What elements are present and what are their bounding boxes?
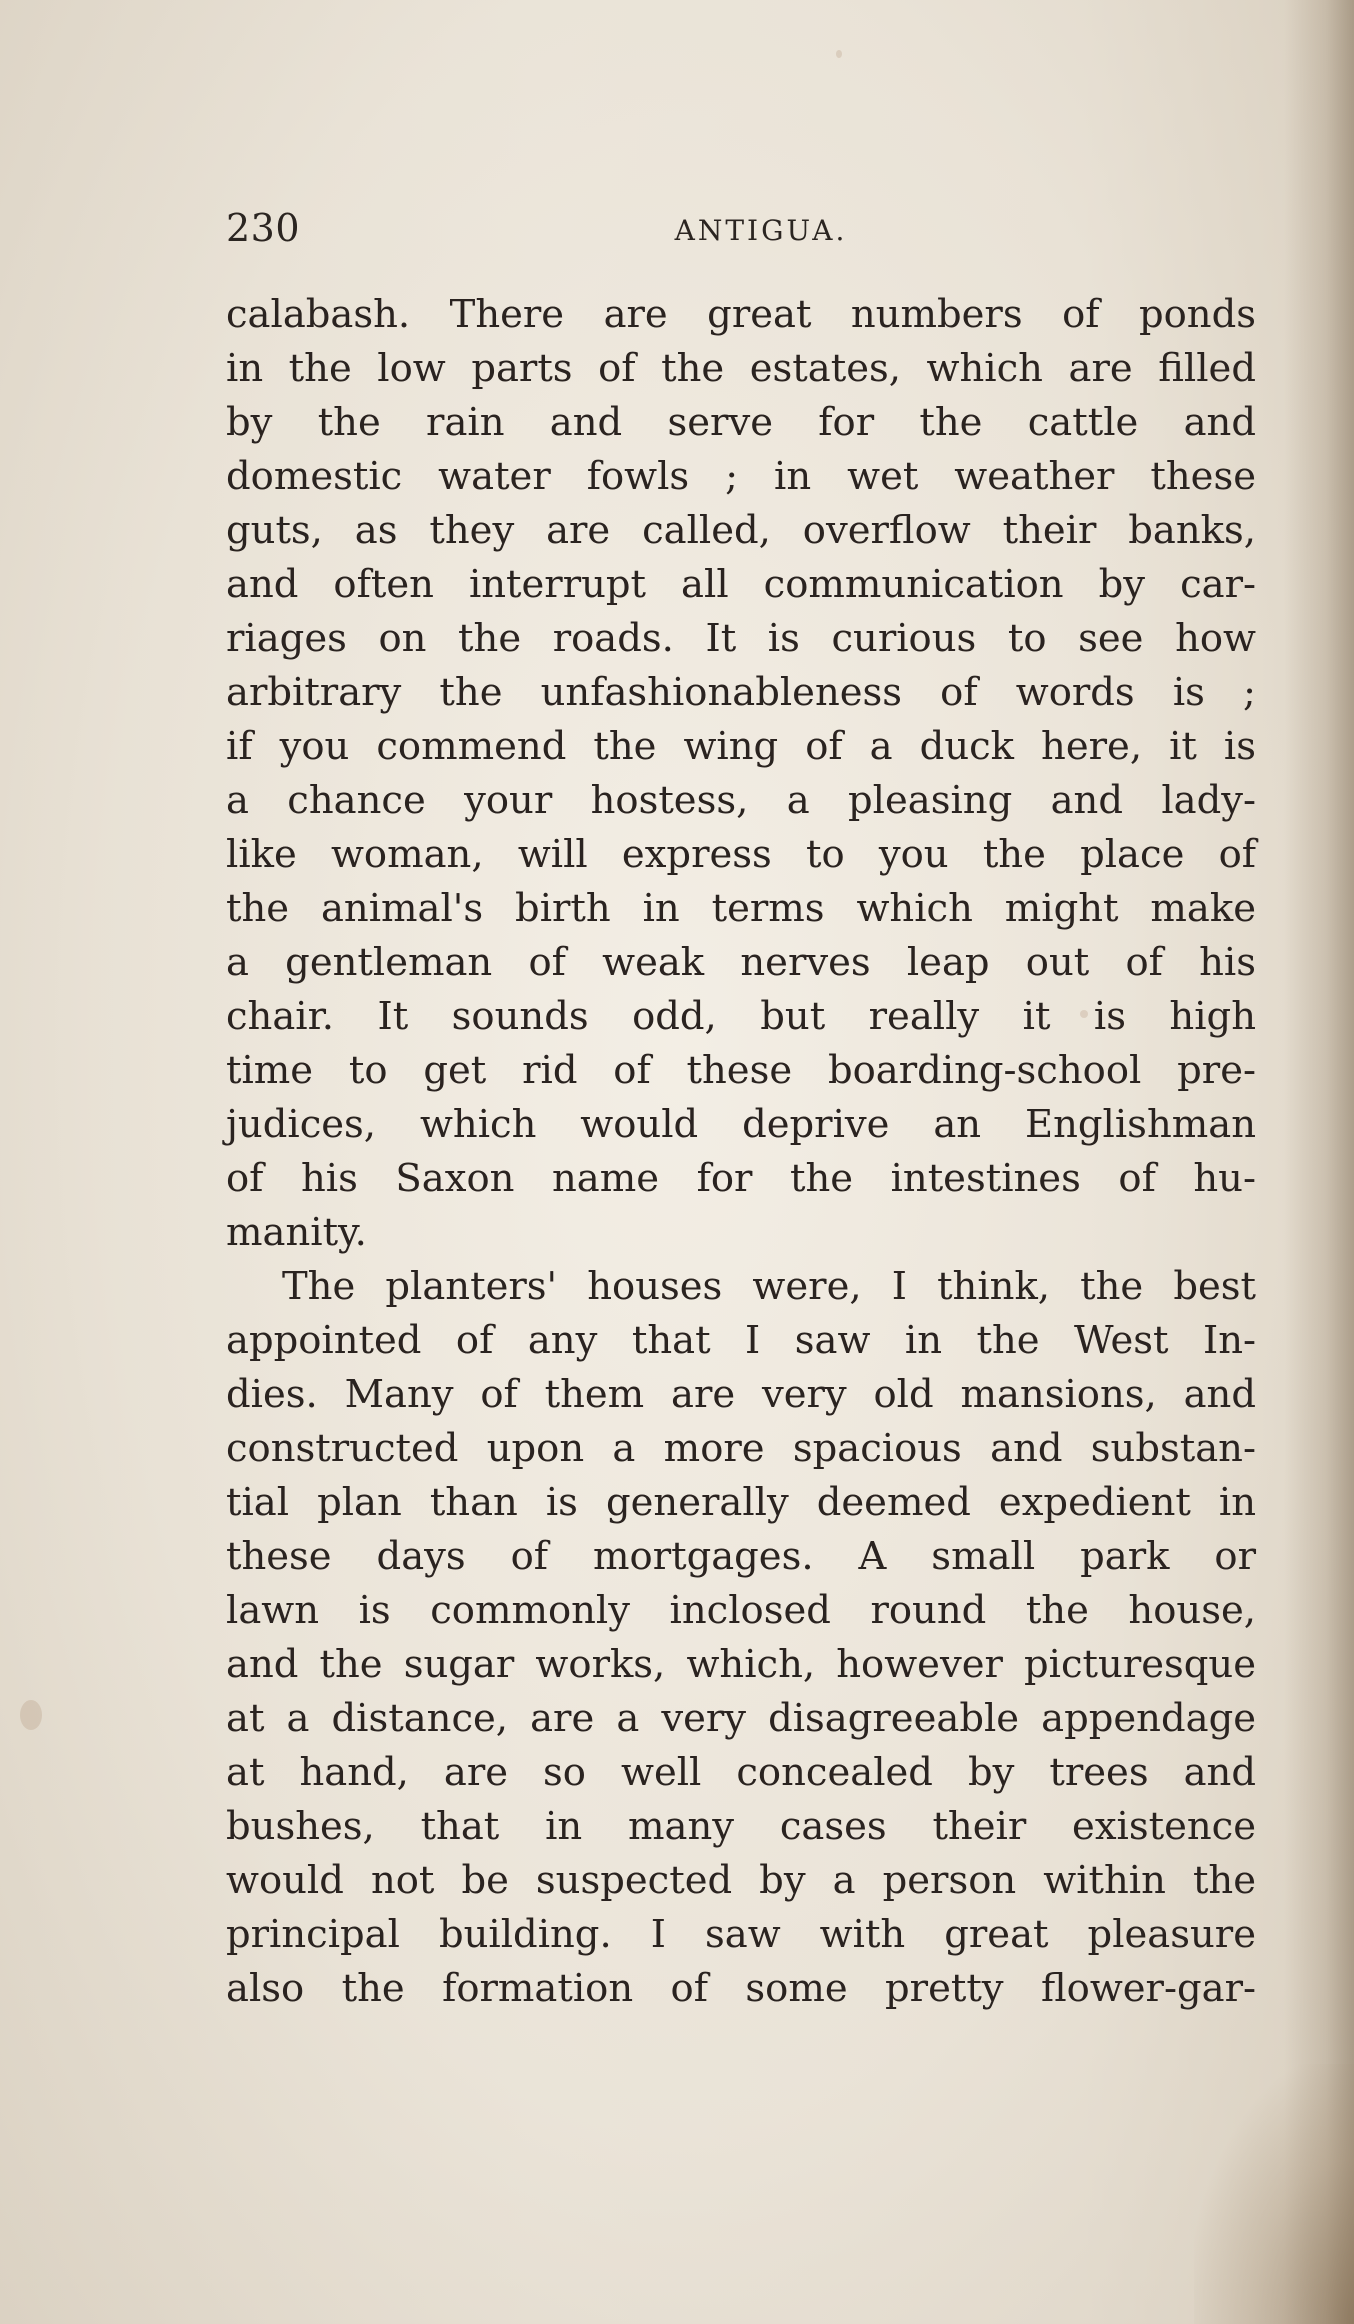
- text-line: these days of mortgages. A small park or: [226, 1534, 1256, 1579]
- text-line: would not be suspected by a person within the: [226, 1858, 1256, 1903]
- text-line: appointed of any that I saw in the West In-: [226, 1318, 1256, 1363]
- text-line: time to get rid of these boarding-school pre-: [226, 1048, 1256, 1093]
- text-line: at a distance, are a very disagreeable appendage: [226, 1696, 1256, 1741]
- text-line: if you commend the wing of a duck here, it is: [226, 724, 1256, 769]
- text-line: The planters' houses were, I think, the best: [282, 1264, 1256, 1309]
- foxing-spot: [836, 50, 842, 58]
- foxing-spot: [20, 1700, 42, 1730]
- text-line: domestic water fowls ; in wet weather these: [226, 454, 1256, 499]
- text-line: tial plan than is generally deemed expedient in: [226, 1480, 1256, 1525]
- text-line: by the rain and serve for the cattle and: [226, 400, 1256, 445]
- page-number: 230: [226, 206, 301, 250]
- page-edge-shadow: [1284, 0, 1354, 2324]
- text-line: arbitrary the unfashionableness of words is ;: [226, 670, 1256, 715]
- page-corner-stain: [1194, 2064, 1354, 2324]
- text-line: riages on the roads. It is curious to see how: [226, 616, 1256, 661]
- text-line: a gentleman of weak nerves leap out of his: [226, 940, 1256, 985]
- text-line: principal building. I saw with great pleasure: [226, 1912, 1256, 1957]
- paragraph-1: [226, 288, 1256, 1260]
- text-line: guts, as they are called, overflow their banks,: [226, 508, 1256, 553]
- text-line: calabash. There are great numbers of ponds: [226, 292, 1256, 337]
- paragraph-2: [226, 1260, 1256, 2016]
- text-line: at hand, are so well concealed by trees and: [226, 1750, 1256, 1795]
- running-head: ANTIGUA.: [674, 214, 848, 247]
- text-line: chair. It sounds odd, but really it is high: [226, 994, 1256, 1039]
- text-line: and the sugar works, which, however picturesque: [226, 1642, 1256, 1687]
- text-line: like woman, will express to you the place of: [226, 832, 1256, 877]
- text-line: a chance your hostess, a pleasing and lady-: [226, 778, 1256, 823]
- text-line: of his Saxon name for the intestines of hu-: [226, 1156, 1256, 1201]
- text-line: dies. Many of them are very old mansions, and: [226, 1372, 1256, 1417]
- text-line: bushes, that in many cases their existence: [226, 1804, 1256, 1849]
- text-line: judices, which would deprive an Englishman: [226, 1102, 1256, 1147]
- text-line: in the low parts of the estates, which are filled: [226, 346, 1256, 391]
- text-line: the animal's birth in terms which might make: [226, 886, 1256, 931]
- text-line: manity.: [226, 1210, 367, 1255]
- page-header: [226, 206, 1256, 266]
- text-line: also the formation of some pretty flower-gar-: [226, 1966, 1256, 2011]
- text-line: lawn is commonly inclosed round the house,: [226, 1588, 1256, 1633]
- text-line: constructed upon a more spacious and substan-: [226, 1426, 1256, 1471]
- text-line: and often interrupt all communication by car-: [226, 562, 1256, 607]
- body-text: [226, 288, 1256, 2016]
